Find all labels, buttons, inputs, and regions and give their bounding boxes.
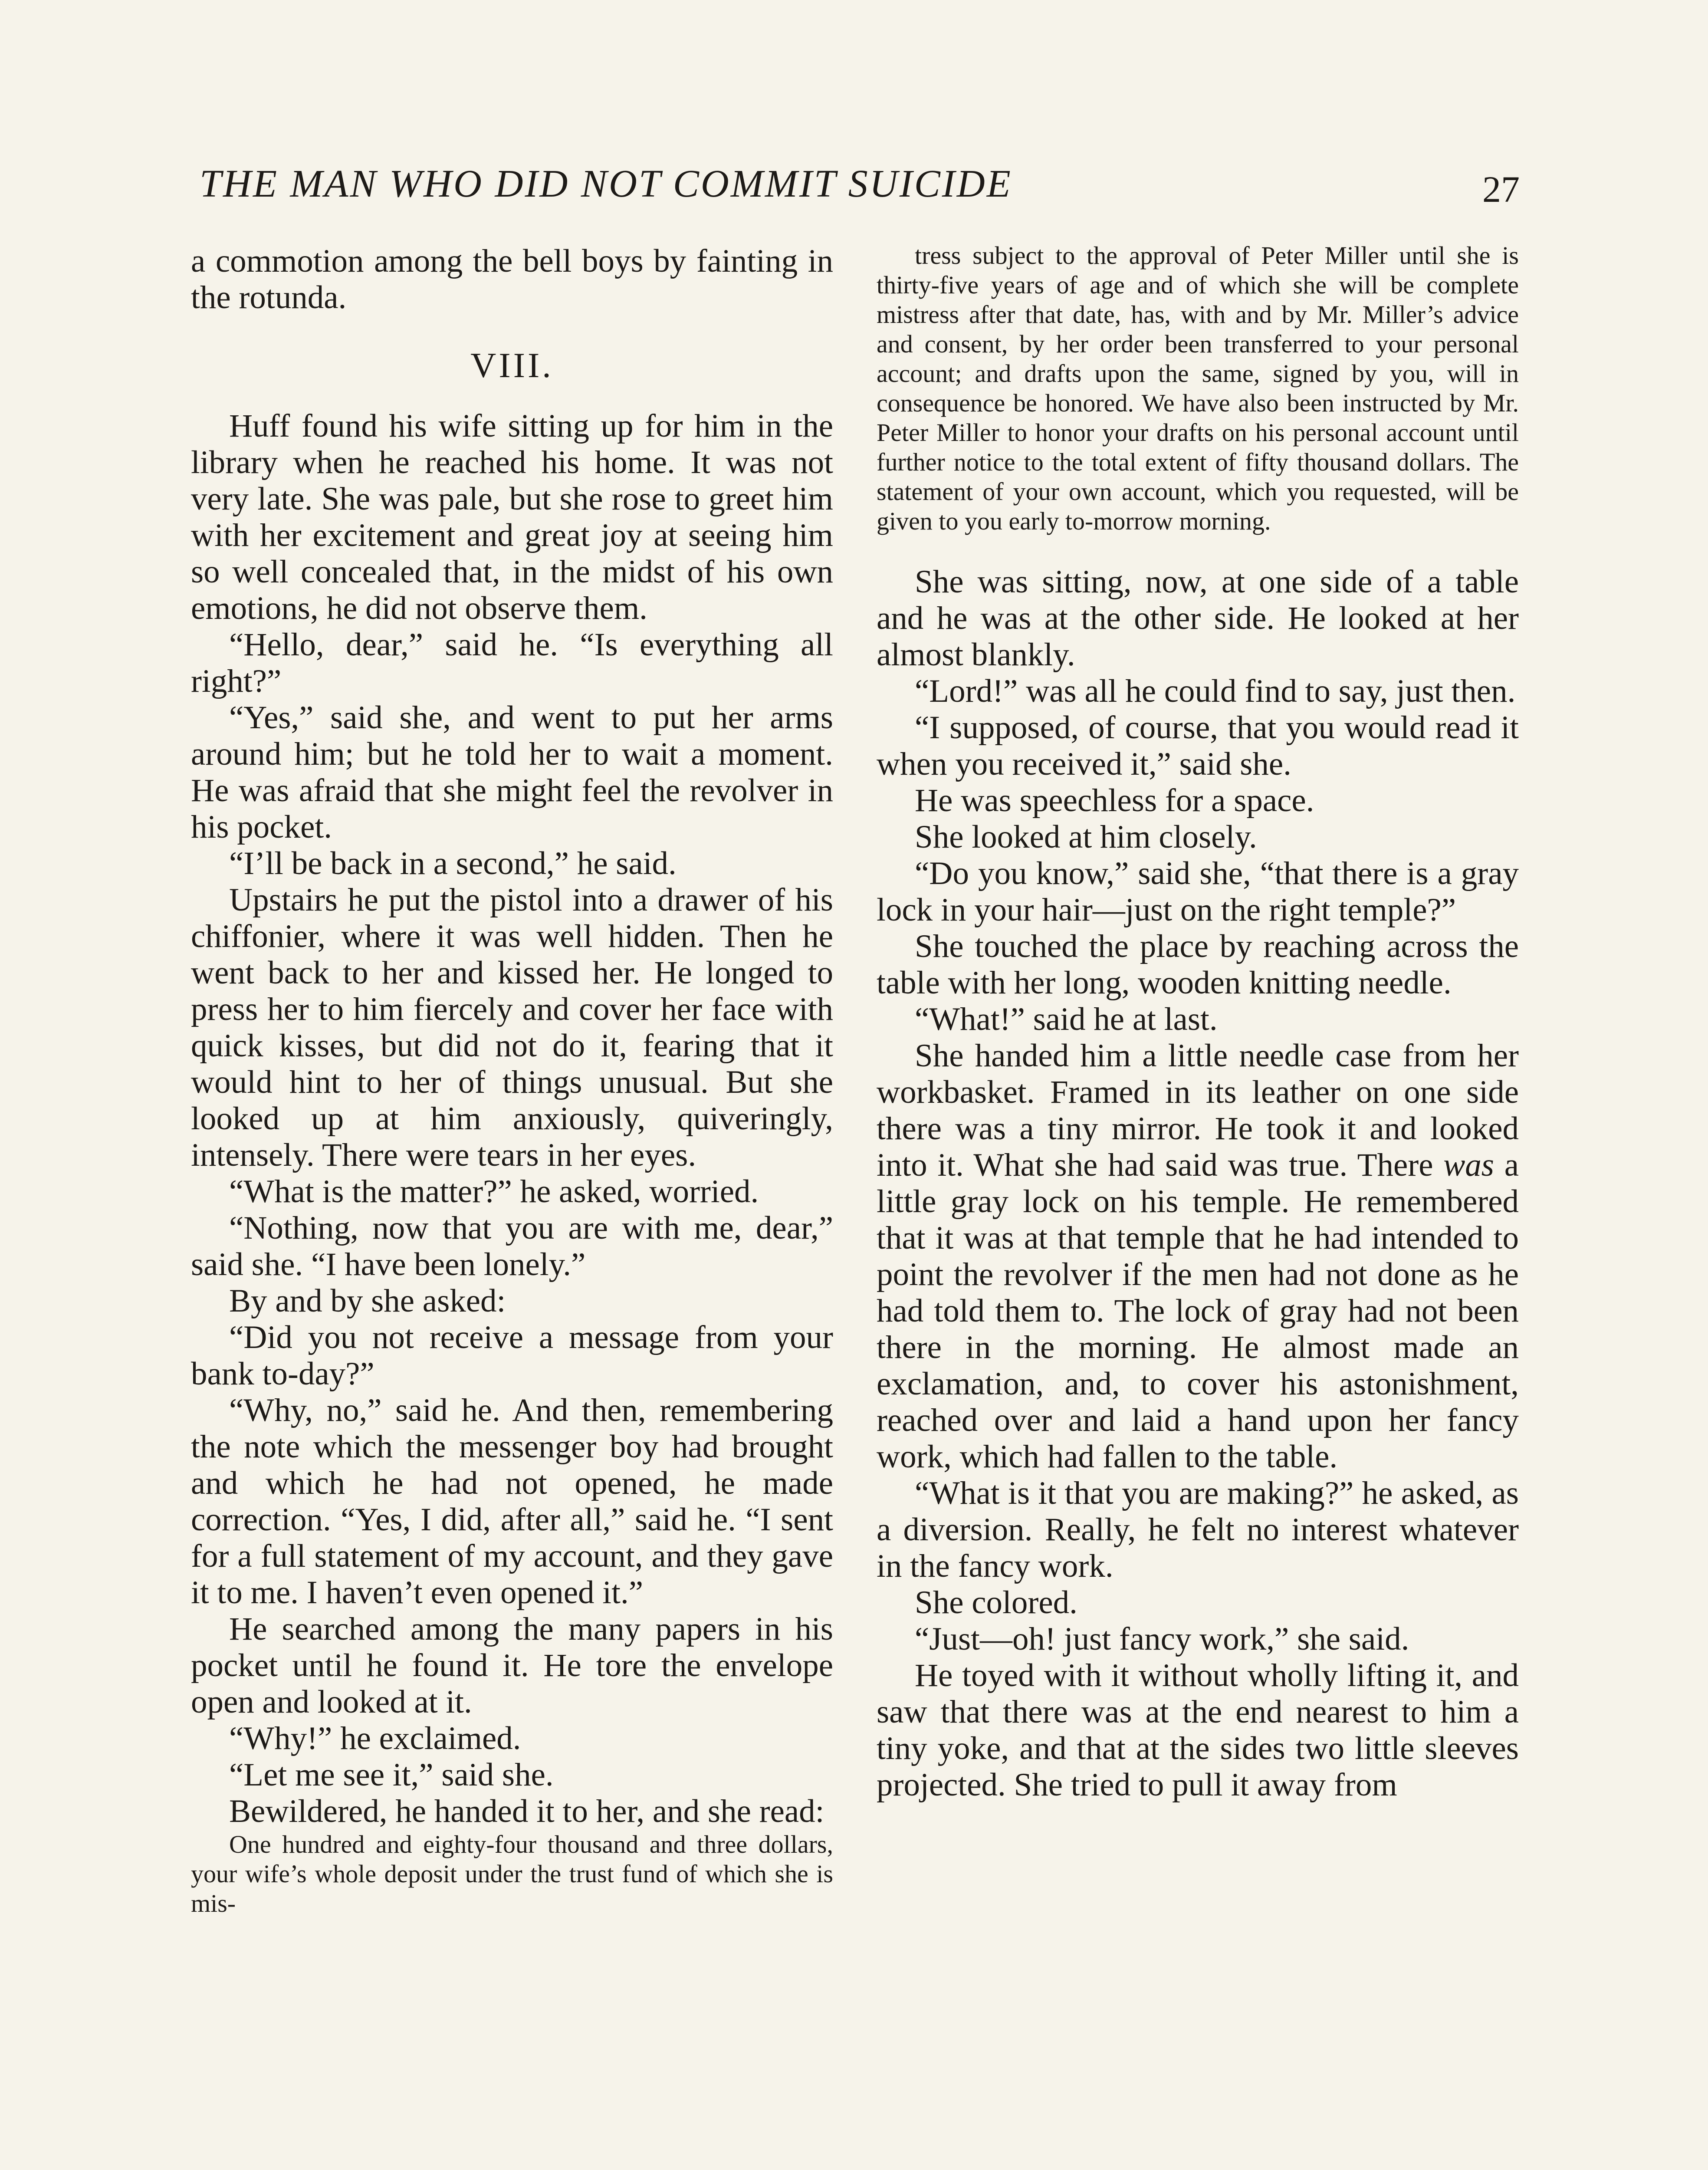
paragraph: Bewildered, he handed it to her, and she read: [229,1793,824,1829]
paragraph: “What is the matter?” he asked, worried. [229,1174,759,1210]
paragraph: Huff found his wife sitting up for him in the library when he reached his home. It was not very late. She was pale, but she rose to greet him with her excitement and great joy at seeing him so well concealed that, in the midst of his own emotions, he did not observe them. [191,408,833,626]
emphasized-word: was [1443,1147,1494,1183]
paragraph: “Why, no,” said he. And then, remembering the note which the messenger boy had brought and which he had not opened, he made correction. “Yes, I did, after all,” said he. “I sent for a full statement of my account, and they gave it to me. I haven’t even opened it.” [191,1392,833,1611]
paragraph: “Did you not receive a message from your bank to-day?” [191,1319,833,1392]
paragraph: She touched the place by reaching across the table with her long, wooden knitting needle. [877,928,1519,1001]
mirror-text-before: She handed him a little needle case from her workbasket. Framed in its leather on one side there was a tiny mirror. He took it and looked into it. What she had said was true. There [877,1038,1519,1183]
right-column [877,241,1519,1803]
paragraph: He toyed with it without wholly lifting it, and saw that there was at the end nearest to him a tiny yoke, and that at the sides two little sleeves projected. She tried to pull it away from [877,1657,1519,1803]
paragraph: By and by she asked: [229,1283,506,1319]
paragraph: “Nothing, now that you are with me, dear,” said she. “I have been lonely.” [191,1210,833,1282]
mirror-text-after: a little gray lock on his temple. He remembered that it was at that temple that he had intended to point the revolver if the men had not done as he had told them to. The lock of gray had not been there in the morning. He almost made an exclamation, and, to cover his astonishment, reached over and laid a hand upon her fancy work, which had fallen to the table. [877,1147,1519,1475]
paragraph: She looked at him closely. [915,819,1257,855]
bank-note-continued: tress subject to the approval of Peter Miller until she is thirty-five years of age and of which she will be complete mistress after that date, has, with and by Mr. Miller’s advice and consent, by her order been transferred to your personal account; and drafts upon the same, signed by you, will in consequence be honored. We have also been instructed by Mr. Peter Miller to honor your drafts on his personal account until further notice to the total extent of fifty thousand dollars. The statement of your own account, which you requested, will be given to you early to-morrow morning. [877,241,1519,535]
bank-note-start: One hundred and eighty-four thousand and three dollars, your wife’s whole deposit under the trust fund of which she is mis- [191,1830,833,1917]
paragraph: Upstairs he put the pistol into a drawer of his chiffonier, where it was well hidden. Then he went back to her and kissed her. He longed to press her to him fiercely and cover her face with quick kisses, but did not do it, fearing that it would hint to her of things unusual. But she looked up at him anxiously, quiveringly, intensely. There were tears in her eyes. [191,882,833,1173]
paragraph: “I supposed, of course, that you would read it when you received it,” said she. [877,710,1519,782]
paragraph: “Yes,” said she, and went to put her arms around him; but he told her to wait a moment. He was afraid that she might feel the revolver in his pocket. [191,700,833,845]
paragraph: “Let me see it,” said she. [229,1757,554,1793]
paragraph: “Just—oh! just fancy work,” she said. [915,1621,1409,1657]
running-title: THE MAN WHO DID NOT COMMIT SUICIDE [200,162,1012,205]
opening-paragraph: a commotion among the bell boys by fainting in the rotunda. [191,243,833,316]
paragraph: She colored. [915,1585,1077,1621]
paragraph: He was speechless for a space. [915,783,1314,819]
mirror-paragraph [877,1038,1519,1475]
paragraph: “Lord!” was all he could find to say, just then. [915,673,1516,709]
paragraph: “Why!” he exclaimed. [229,1720,521,1756]
paragraph: “What!” said he at last. [915,1001,1218,1037]
paragraph: He searched among the many papers in his pocket until he found it. He tore the envelope open and looked at it. [191,1611,833,1720]
paragraph: She was sitting, now, at one side of a table and he was at the other side. He looked at her almost blankly. [877,564,1519,673]
paragraph: “I’ll be back in a second,” he said. [229,845,677,881]
left-column [191,243,833,1918]
chapter-heading: VIII. [470,345,554,385]
paragraph: “Hello, dear,” said he. “Is everything all right?” [191,627,833,699]
paragraph: “Do you know,” said she, “that there is a gray lock in your hair—just on the right temple?” [877,855,1519,928]
page-number: 27 [1482,168,1520,210]
paragraph: “What is it that you are making?” he asked, as a diversion. Really, he felt no interest whatever in the fancy work. [877,1475,1519,1584]
right-body [877,564,1519,1803]
